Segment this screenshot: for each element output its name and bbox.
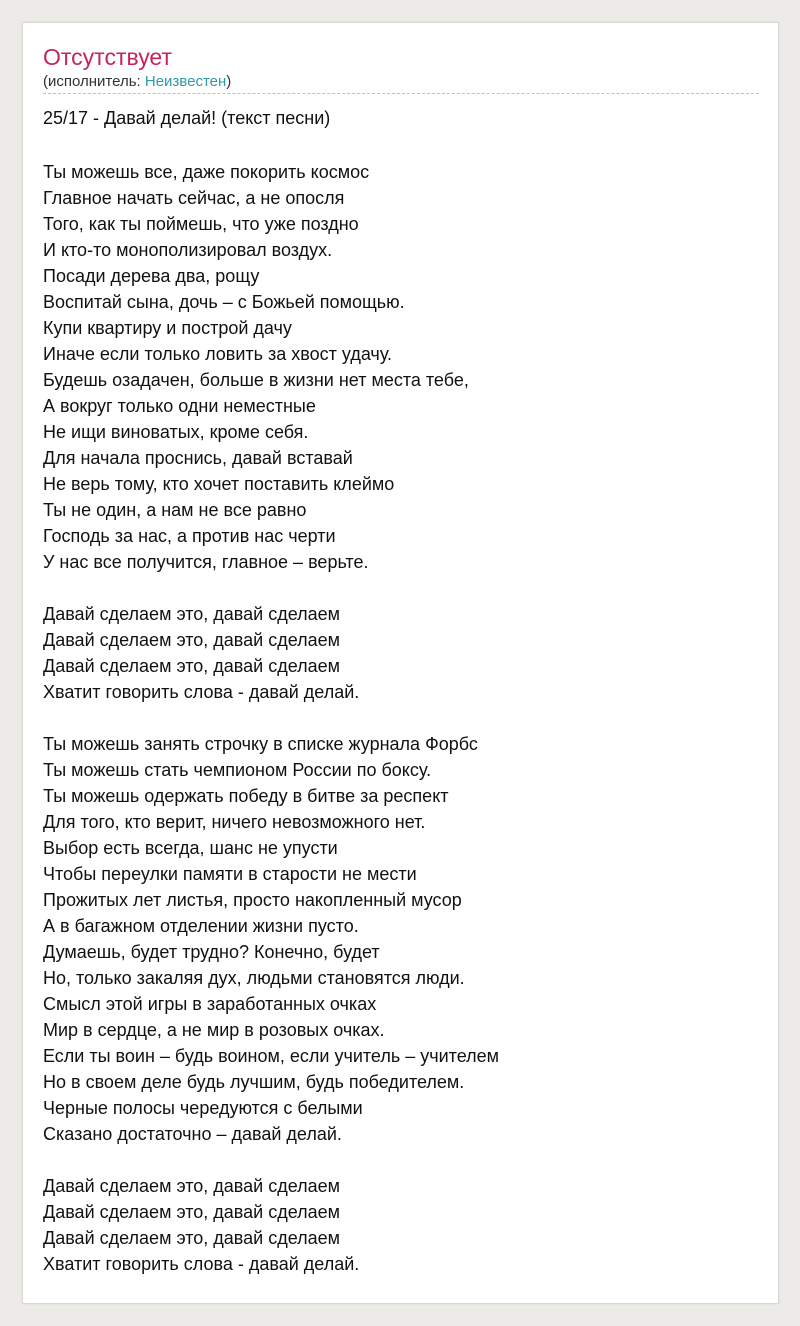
lyrics-stanza <box>43 1173 759 1277</box>
lyric-line: Не ищи виноватых, кроме себя. <box>43 422 309 442</box>
lyric-line: Если ты воин – будь воином, если учитель – учителем <box>43 1046 500 1066</box>
lyric-line: Ты не один, а нам не все равно <box>43 500 307 520</box>
lyric-line: Посади дерева два, рощу <box>43 266 260 286</box>
lyric-line: Иначе если только ловить за хвост удачу. <box>43 344 393 364</box>
lyric-line: Ты можешь одержать победу в битве за респект <box>43 786 449 806</box>
lyric-line: Хватит говорить слова - давай делай. <box>43 682 360 702</box>
lyric-line: Будешь озадачен, больше в жизни нет места тебе, <box>43 370 469 390</box>
lyrics-stanza <box>43 601 759 705</box>
lyric-line: Для того, кто верит, ничего невозможного нет. <box>43 812 426 832</box>
lyric-line: Для начала проснись, давай вставай <box>43 448 353 468</box>
lyric-line: У нас все получится, главное – верьте. <box>43 552 369 572</box>
lyric-line: Давай сделаем это, давай сделаем <box>43 1176 341 1196</box>
lyric-line: Хватит говорить слова - давай делай. <box>43 1254 360 1274</box>
lyric-line: Чтобы переулки памяти в старости не мести <box>43 864 417 884</box>
lyrics-body <box>43 159 759 1277</box>
lyric-line: И кто-то монополизировал воздух. <box>43 240 333 260</box>
artist-line <box>43 73 231 91</box>
lyric-line: Смысл этой игры в заработанных очках <box>43 994 377 1014</box>
lyric-line: Давай сделаем это, давай сделаем <box>43 604 341 624</box>
artist-suffix: ) <box>226 73 232 90</box>
lyric-line: Давай сделаем это, давай сделаем <box>43 1228 341 1248</box>
lyric-line: Господь за нас, а против нас черти <box>43 526 336 546</box>
artist-link[interactable]: Неизвестен <box>144 73 227 90</box>
lyric-line: Ты можешь все, даже покорить космос <box>43 162 370 182</box>
lyric-line: Давай сделаем это, давай сделаем <box>43 630 341 650</box>
artist-prefix: (исполнитель: <box>43 73 145 90</box>
lyric-line: Сказано достаточно – давай делай. <box>43 1124 342 1144</box>
lyrics-heading: 25/17 - Давай делай! (текст песни) <box>43 108 331 128</box>
lyrics-stanza <box>43 159 759 575</box>
song-title: Отсутствует <box>43 44 172 70</box>
lyric-line: А вокруг только одни неместные <box>43 396 316 416</box>
lyric-line: Черные полосы чередуются с белыми <box>43 1098 363 1118</box>
lyric-line: Воспитай сына, дочь – с Божьей помощью. <box>43 292 405 312</box>
lyric-line: А в багажном отделении жизни пусто. <box>43 916 359 936</box>
lyric-line: Выбор есть всегда, шанс не упусти <box>43 838 338 858</box>
song-card <box>22 22 779 1304</box>
dashed-divider <box>43 93 759 94</box>
lyric-line: Того, как ты поймешь, что уже поздно <box>43 214 359 234</box>
lyric-line: Ты можешь стать чемпионом России по боксу. <box>43 760 432 780</box>
lyric-line: Главное начать сейчас, а не опосля <box>43 188 345 208</box>
lyric-line: Думаешь, будет трудно? Конечно, будет <box>43 942 380 962</box>
lyric-line: Давай сделаем это, давай сделаем <box>43 656 341 676</box>
lyric-line: Прожитых лет листья, просто накопленный мусор <box>43 890 462 910</box>
lyric-line: Не верь тому, кто хочет поставить клеймо <box>43 474 395 494</box>
lyric-line: Купи квартиру и построй дачу <box>43 318 292 338</box>
lyric-line: Но, только закаляя дух, людьми становятся люди. <box>43 968 465 988</box>
lyric-line: Мир в сердце, а не мир в розовых очках. <box>43 1020 385 1040</box>
lyric-line: Ты можешь занять строчку в списке журнала Форбс <box>43 734 478 754</box>
lyric-line: Давай сделаем это, давай сделаем <box>43 1202 341 1222</box>
lyrics-stanza <box>43 731 759 1147</box>
lyric-line: Но в своем деле будь лучшим, будь победителем. <box>43 1072 465 1092</box>
